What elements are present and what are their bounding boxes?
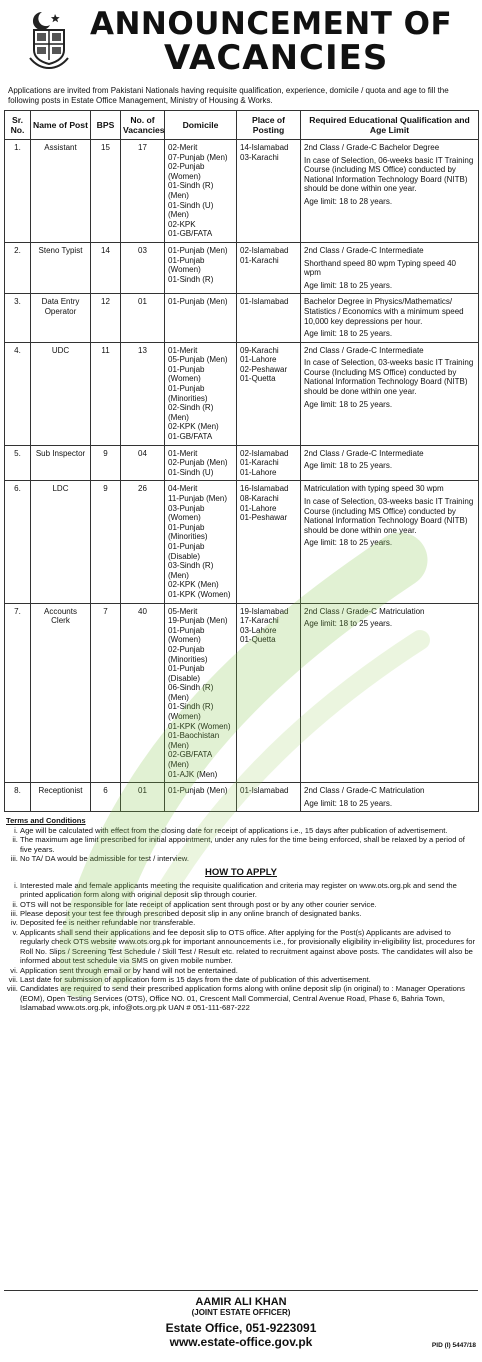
- domicile-entry: 01-Punjab (Women): [168, 364, 205, 384]
- cell-domicile: [165, 294, 237, 342]
- qualification-line: Age limit: 18 to 25 years.: [304, 619, 393, 629]
- domicile-entry: 01-Merit: [168, 345, 198, 355]
- domicile-entry: 01-Merit: [168, 448, 198, 458]
- qualification-line: Age limit: 18 to 25 years.: [304, 461, 393, 471]
- table-row: [5, 783, 479, 812]
- domicile-entry: 01-Punjab (Disable): [168, 541, 205, 561]
- domicile-entry: 02-KPK: [168, 219, 196, 229]
- domicile-entry: 19-Punjab (Men): [168, 616, 228, 626]
- place-entry: 01-Lahore: [240, 503, 277, 513]
- domicile-entry: 01-GB/FATA: [168, 229, 213, 239]
- domicile-entry: 04-Merit: [168, 484, 198, 494]
- domicile-entry: 01-Punjab (Minorities): [168, 384, 208, 403]
- footer: [4, 1290, 478, 1349]
- how-to-apply-item: iv. Deposited fee is neither refundable nor transferable.: [20, 918, 476, 927]
- title-line-2: VACANCIES: [164, 38, 389, 78]
- qualification-line: Bachelor Degree in Physics/Mathematics/ Statistics / Economics with a minimum speed 10,000 key depressions per hour.: [304, 297, 464, 326]
- how-to-apply-title: HOW TO APPLY: [205, 867, 277, 879]
- cell-place: [237, 481, 301, 603]
- domicile-entry: 01-KPK (Women): [168, 721, 231, 731]
- domicile-entry: 01-Baochistan (Men): [168, 731, 220, 750]
- domicile-entry: 01-AJK (Men): [168, 769, 218, 779]
- place-entry: 08-Karachi: [240, 494, 279, 503]
- qualification-line: Shorthand speed 80 wpm Typing speed 40 wpm: [304, 258, 456, 278]
- cell-sr: 6.: [5, 481, 31, 603]
- cell-bps: 14: [91, 242, 121, 293]
- cell-bps: 6: [91, 783, 121, 812]
- cell-vacancies: 26: [121, 481, 165, 603]
- qualification-line: 2nd Class / Grade-C Bachelor Degree: [304, 143, 440, 152]
- how-to-apply-item: vi. Application sent through email or by hand will not be entertained.: [20, 966, 476, 975]
- cell-post: Receptionist: [31, 783, 91, 812]
- cell-post: Sub Inspector: [31, 445, 91, 481]
- domicile-entry: 01-Punjab (Women): [168, 255, 205, 275]
- domicile-entry: 01-Punjab (Disable): [168, 664, 205, 683]
- place-entry: 01-Karachi: [240, 458, 279, 468]
- cell-bps: 12: [91, 294, 121, 342]
- terms-title: Terms and Conditions: [6, 816, 86, 826]
- title-line-1: ANNOUNCEMENT OF: [90, 6, 453, 42]
- cell-sr: 7.: [5, 603, 31, 783]
- domicile-entry: 07-Punjab (Men): [168, 152, 228, 162]
- cell-sr: 5.: [5, 445, 31, 481]
- how-to-apply-item: viii. Candidates are required to send their prescribed application forms along with online deposit slip (in original) to : Manager Operations (EOM), Open Testing Services (OTS), Office NO. 01, Crescent Mall Commercial, Central Avenue Road, Phase 6, Bahria Town, Islamabad www.ots.org.pk, info@ots.org.pk UAN # 051-111-687-222: [20, 984, 476, 1012]
- cell-sr: 8.: [5, 783, 31, 812]
- place-entry: 02-Islamabad: [240, 245, 289, 255]
- vacancies-table: [4, 110, 479, 812]
- domicile-entry: 01-Punjab (Men): [168, 786, 228, 796]
- how-to-apply-item: i. Interested male and female applicants meeting the requisite qualification and criteria may register on www.ots.org.pk and send the printed application form along with original deposit slip through courier.: [20, 881, 476, 900]
- domicile-entry: 02-GB/FATA (Men): [168, 750, 212, 770]
- how-to-apply-item: v. Applicants shall send their applications and fee deposit slip to OTS office. After applying for the Post(s) Applicants are advised to regularly check OTS website www.ots.org.pk for important announcements i.e., for provisionally eligibility in-eligibility list, procedures for Roll No. Slips / Screening Test Schedule / Skill Test / Result etc. related to recruitment against above posts. The candidates will also be informed about test schedule via SMS on given mobile number.: [20, 928, 476, 966]
- domicile-entry: 06-Sindh (R) (Men): [168, 683, 214, 702]
- domicile-entry: 01-Punjab (Minorities): [168, 522, 208, 542]
- cell-sr: 2.: [5, 242, 31, 293]
- cell-post: UDC: [31, 342, 91, 445]
- cell-domicile: [165, 603, 237, 783]
- qualification-line: Matriculation with typing speed 30 wpm: [304, 484, 444, 494]
- cell-sr: 4.: [5, 342, 31, 445]
- place-entry: 16-Islamabad: [240, 484, 289, 494]
- terms-item: i. Age will be calculated with effect from the closing date for receipt of applications i.e., 15 days after publication of advertisement.: [20, 826, 476, 835]
- cell-place: [237, 445, 301, 481]
- cell-post: Data Entry Operator: [31, 294, 91, 342]
- cell-vacancies: 04: [121, 445, 165, 481]
- qualification-line: 2nd Class / Grade-C Intermediate: [304, 245, 424, 255]
- domicile-entry: 01-Sindh (R) (Women): [168, 702, 214, 722]
- terms-section: [6, 816, 476, 1012]
- pid-number: PID (I) 5447/18: [431, 1342, 476, 1349]
- cell-domicile: [165, 445, 237, 481]
- qualification-line: 2nd Class / Grade-C Matriculation: [304, 606, 425, 616]
- cell-vacancies: 13: [121, 342, 165, 445]
- table-row: [5, 242, 479, 293]
- qualification-line: 2nd Class / Grade-C Intermediate: [304, 448, 424, 458]
- cell-domicile: [165, 783, 237, 812]
- place-entry: 01-Lahore: [240, 467, 277, 477]
- signatory-role: (JOINT ESTATE OFFICER): [191, 1308, 291, 1317]
- place-entry: 01-Islamabad: [240, 786, 289, 796]
- cell-qualification: [301, 783, 479, 812]
- advertisement-page: [4, 4, 478, 1013]
- domicile-entry: 01-GB/FATA: [168, 432, 213, 442]
- cell-qualification: [301, 445, 479, 481]
- place-entry: 17-Karachi: [240, 616, 279, 626]
- terms-list: [6, 826, 476, 864]
- cell-bps: 11: [91, 342, 121, 445]
- table-row: [5, 603, 479, 783]
- domicile-entry: 01-Sindh (R): [168, 274, 214, 284]
- qualification-line: In case of Selection, 03-weeks basic IT Training Course (Including MS Office) conducted by National Information Technology Board (NITB) should be done within one year.: [304, 358, 474, 397]
- office-website-link[interactable]: www.estate-office.gov.pk: [169, 1335, 313, 1349]
- cell-place: [237, 783, 301, 812]
- header-domicile: Domicile: [165, 111, 237, 140]
- place-entry: 01-Quetta: [240, 374, 276, 384]
- domicile-entry: 01-Sindh (R) (Men): [168, 181, 214, 200]
- domicile-entry: 01-Punjab (Men): [168, 297, 228, 307]
- cell-qualification: [301, 603, 479, 783]
- cell-bps: 9: [91, 445, 121, 481]
- office-contact: Estate Office, 051-9223091: [165, 1321, 317, 1335]
- domicile-entry: 01-Punjab (Women): [168, 625, 205, 645]
- qualification-line: 2nd Class / Grade-C Intermediate: [304, 345, 424, 355]
- cell-domicile: [165, 242, 237, 293]
- place-entry: 02-Islamabad: [240, 448, 289, 458]
- place-entry: 03-Lahore: [240, 625, 277, 635]
- cell-qualification: [301, 481, 479, 603]
- place-entry: 01-Karachi: [240, 255, 279, 265]
- place-entry: 14-Islamabad: [240, 143, 289, 152]
- cell-post: LDC: [31, 481, 91, 603]
- domicile-entry: 02-Punjab (Minorities): [168, 644, 208, 664]
- header: [4, 4, 478, 80]
- cell-sr: 1.: [5, 140, 31, 243]
- domicile-entry: 02-KPK (Men): [168, 422, 219, 432]
- cell-qualification: [301, 242, 479, 293]
- cell-qualification: [301, 294, 479, 342]
- domicile-entry: 01-KPK (Women): [168, 589, 231, 599]
- table-row: [5, 342, 479, 445]
- header-qualification: Required Educational Qualification and Age Limit: [301, 111, 479, 140]
- cell-place: [237, 140, 301, 243]
- qualification-line: Age limit: 18 to 25 years.: [304, 798, 393, 808]
- state-emblem-icon: [28, 10, 70, 70]
- table-row: [5, 481, 479, 603]
- domicile-entry: 01-Sindh (U): [168, 467, 214, 477]
- how-to-apply-item: vii. Last date for submission of application form is 15 days from the date of publication of this advertisement.: [20, 975, 476, 984]
- signatory-name: AAMIR ALI KHAN: [195, 1296, 287, 1308]
- cell-domicile: [165, 342, 237, 445]
- domicile-entry: 01-Punjab (Men): [168, 245, 228, 255]
- qualification-line: In case of Selection, 03-weeks basic IT Training Course (including MS Office) conducted by National Information Technology Board (NITB) should be done within one year.: [304, 497, 474, 535]
- cell-qualification: [301, 140, 479, 243]
- qualification-line: Age limit: 18 to 28 years.: [304, 196, 393, 206]
- qualification-line: Age limit: 18 to 25 years.: [304, 538, 393, 548]
- place-entry: 01-Lahore: [240, 355, 277, 365]
- place-entry: 19-Islamabad: [240, 606, 289, 616]
- place-entry: 01-Quetta: [240, 635, 276, 645]
- how-to-apply-item: iii. Please deposit your test fee through prescribed deposit slip in any online branch of designated banks.: [20, 909, 476, 918]
- cell-vacancies: 01: [121, 294, 165, 342]
- domicile-entry: 05-Punjab (Men): [168, 355, 228, 365]
- domicile-entry: 05-Merit: [168, 606, 198, 616]
- cell-domicile: [165, 481, 237, 603]
- place-entry: 09-Karachi: [240, 345, 279, 355]
- qualification-line: Age limit: 18 to 25 years.: [304, 329, 393, 339]
- qualification-line: In case of Selection, 06-weeks basic IT Training Course (including MS Office) conducted by National Information Technology Board (NITB) should be done within one year.: [304, 155, 474, 194]
- cell-place: [237, 342, 301, 445]
- header-place: Place of Posting: [237, 111, 301, 140]
- domicile-entry: 03-Sindh (R) (Men): [168, 561, 214, 580]
- intro-text: Applications are invited from Pakistani Nationals having requisite qualification, experience, domicile / quota and age to fill the following posts in Estate Office Management, Ministry of Housing & Works.: [8, 86, 449, 105]
- cell-place: [237, 294, 301, 342]
- domicile-entry: 01-Sindh (U) (Men): [168, 200, 214, 220]
- cell-place: [237, 242, 301, 293]
- how-to-apply-item: ii. OTS will not be responsible for late receipt of application sent through post or by any other courier service.: [20, 900, 476, 909]
- place-entry: 01-Peshawar: [240, 513, 288, 523]
- cell-bps: 7: [91, 603, 121, 783]
- cell-place: [237, 603, 301, 783]
- domicile-entry: 02-KPK (Men): [168, 580, 219, 590]
- domicile-entry: 11-Punjab (Men): [168, 494, 227, 503]
- cell-sr: 3.: [5, 294, 31, 342]
- cell-bps: 15: [91, 140, 121, 243]
- how-to-apply-list: [6, 881, 476, 1013]
- domicile-entry: 02-Punjab (Men): [168, 458, 228, 468]
- header-sr: Sr. No.: [5, 111, 31, 140]
- domicile-entry: 02-Merit: [168, 143, 198, 152]
- table-row: [5, 445, 479, 481]
- cell-bps: 9: [91, 481, 121, 603]
- table-row: [5, 294, 479, 342]
- header-bps: BPS: [91, 111, 121, 140]
- domicile-entry: 02-Sindh (R) (Men): [168, 403, 214, 422]
- cell-post: Accounts Clerk: [31, 603, 91, 783]
- domicile-entry: 02-Punjab (Women): [168, 162, 205, 181]
- place-entry: 03-Karachi: [240, 152, 279, 162]
- cell-post: Assistant: [31, 140, 91, 243]
- terms-item: ii. The maximum age limit prescribed for initial appointment, under any rules for the time being enforced, shall be relaxed by a period of five years.: [20, 835, 476, 854]
- header-vacancies: No. of Vacancies: [121, 111, 165, 140]
- cell-post: Steno Typist: [31, 242, 91, 293]
- cell-domicile: [165, 140, 237, 243]
- domicile-entry: 03-Punjab (Women): [168, 503, 205, 523]
- qualification-line: Age limit: 18 to 25 years.: [304, 280, 393, 290]
- place-entry: 02-Peshawar: [240, 364, 288, 374]
- qualification-line: Age limit: 18 to 25 years.: [304, 399, 393, 409]
- place-entry: 01-Islamabad: [240, 297, 289, 307]
- cell-vacancies: 40: [121, 603, 165, 783]
- table-header-row: [5, 111, 479, 140]
- cell-vacancies: 17: [121, 140, 165, 243]
- qualification-line: 2nd Class / Grade-C Matriculation: [304, 786, 425, 796]
- cell-qualification: [301, 342, 479, 445]
- header-post: Name of Post: [31, 111, 91, 140]
- table-row: [5, 140, 479, 243]
- cell-vacancies: 01: [121, 783, 165, 812]
- terms-item: iii. No TA/ DA would be admissible for test / interview.: [20, 854, 476, 863]
- cell-vacancies: 03: [121, 242, 165, 293]
